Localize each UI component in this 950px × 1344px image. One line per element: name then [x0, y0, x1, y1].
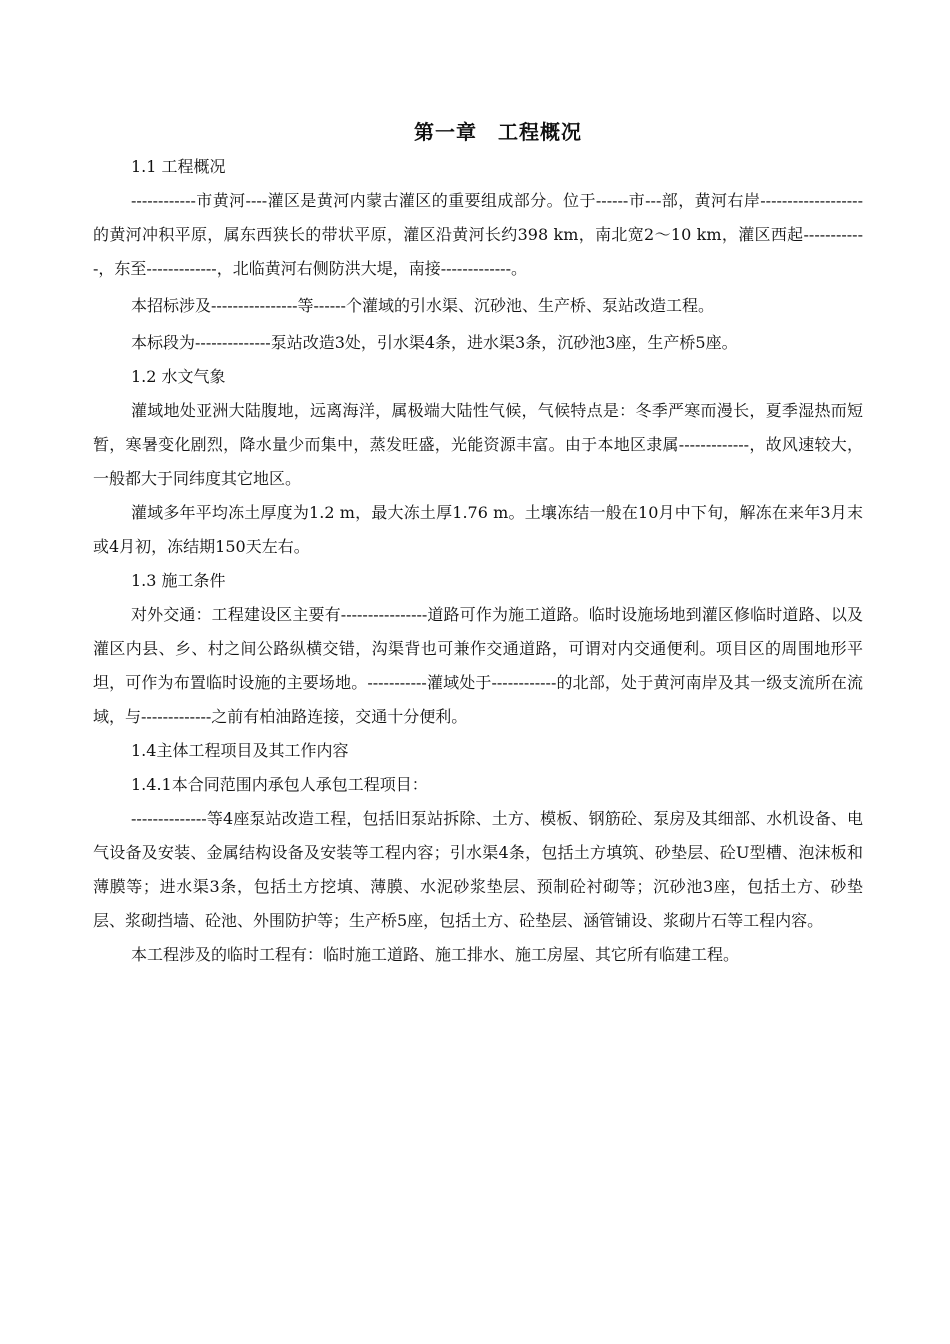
paragraph-tender-scope: 本招标涉及----------------等------个灌域的引水渠、沉砂池、生产桥、泵站改造工程。 — [131, 296, 714, 315]
section-heading-1-4: 1.4主体工程项目及其工作内容 — [131, 741, 349, 760]
paragraph-contract-items: --------------等4座泵站改造工程，包括旧泵站拆除、土方、模板、钢筋砼、泵房及其细部、水机设备、电气设备及安装、金属结构设备及安装等工程内容；引水渠4条，包括土方填筑、砂垫层、砼U型槽、泡沫板和薄膜等；进水渠3条，包括土方挖填、薄膜、水泥砂浆垫层、预制砼衬砌等；沉砂池3座，包括土方、砂垫层、浆砌挡墙、砼池、外围防护等；生产桥5座，包括土方、砼垫层、涵管铺设、浆砌片石等工程内容。 — [93, 809, 863, 930]
paragraph-climate: 灌域地处亚洲大陆腹地，远离海洋，属极端大陆性气候，气候特点是：冬季严寒而漫长，夏季湿热而短暂，寒暑变化剧烈，降水量少而集中，蒸发旺盛，光能资源丰富。由于本地区隶属-------------，故风速较大，一般都大于同纬度其它地区。 — [93, 401, 863, 488]
document-body — [93, 150, 863, 972]
paragraph-irrigation-location: ------------市黄河----灌区是黄河内蒙古灌区的重要组成部分。位于------市---部，黄河右岸-------------------的黄河冲积平原，属东西狭长的带状平原，灌区沿黄河长约398 km，南北宽2～10 km，灌区西起------------，东至-------------，北临黄河右侧防洪大堤，南接-------------。 — [93, 191, 863, 278]
section-heading-1-1: 1.1 工程概况 — [131, 157, 226, 176]
paragraph-traffic: 对外交通：工程建设区主要有----------------道路可作为施工道路。临时设施场地到灌区修临时道路、以及灌区内县、乡、村之间公路纵横交错，沟渠背也可兼作交通道路，可谓对内交通便利。项目区的周围地形平坦，可作为布置临时设施的主要场地。-----------灌域处于------------的北部，处于黄河南岸及其一级支流所在流域，与-------------之前有柏油路连接，交通十分便利。 — [93, 605, 863, 726]
paragraph-temporary-works: 本工程涉及的临时工程有：临时施工道路、施工排水、施工房屋、其它所有临建工程。 — [131, 945, 740, 964]
chapter-title: 第一章 工程概况 — [414, 120, 582, 144]
section-heading-1-3: 1.3 施工条件 — [131, 571, 226, 590]
paragraph-lot-scope: 本标段为--------------泵站改造3处，引水渠4条，进水渠3条，沉砂池3座，生产桥5座。 — [131, 333, 738, 352]
section-heading-1-4-1: 1.4.1本合同范围内承包人承包工程项目： — [131, 775, 428, 794]
section-heading-1-2: 1.2 水文气象 — [131, 367, 226, 386]
paragraph-frozen-soil: 灌域多年平均冻土厚度为1.2 m，最大冻土厚1.76 m。土壤冻结一般在10月中下旬，解冻在来年3月末或4月初，冻结期150天左右。 — [93, 503, 863, 556]
